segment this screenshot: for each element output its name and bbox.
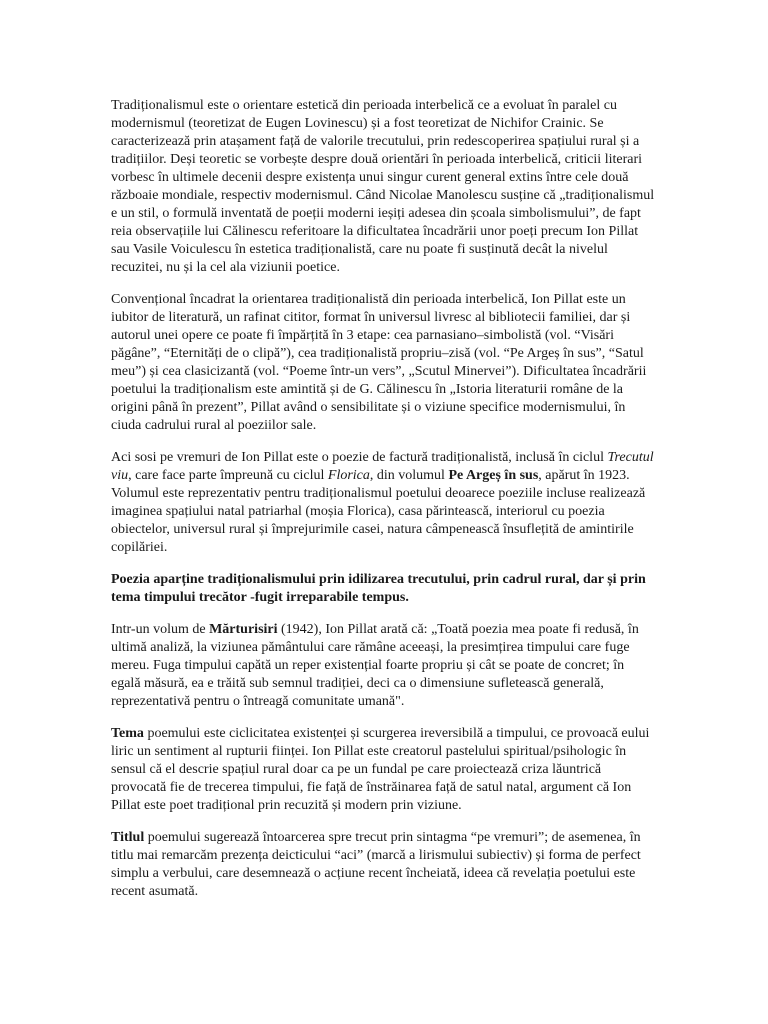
poem-context-text-d: , apărut în 1923. Volumul este reprezentativ pentru tradiționalismul poetului deoarece poeziile incluse realizează imaginea spațiului natal patriarhal (moșia Florica), casa părintească, interiorul cu poezia obiectelor, universul rural și împrejurimile casei, natura câmpenească însuflețită de amintirile copilăriei. — [111, 468, 646, 555]
paragraph-theme — [111, 725, 656, 815]
paragraph-intro — [111, 97, 656, 277]
theme-label: Tema — [111, 726, 144, 741]
paragraph-poem-context — [111, 449, 656, 557]
paragraph-confessions — [111, 621, 656, 711]
paragraph-title-analysis — [111, 829, 656, 901]
paragraph-pillat-stages — [111, 291, 656, 435]
confessions-text-a: Intr-un volum de — [111, 622, 206, 637]
paragraph-pillat-stages-text: Convențional încadrat la orientarea tradiționalistă din perioada interbelică, Ion Pillat este un iubitor de literatură, un rafinat cititor, format în universul livresc al bibliotecii familiei, dar și autorul unei opere ce poate fi împărțită în 3 etape: cea parnasiano–simbolistă (vol. “Visări păgâne”, “Eternități de o clipă”), cea tradiționalistă propriu–zisă (vol. “Pe Argeș în sus”, “Satul meu”) și cea clasicizantă (vol. “Poeme într-un vers”, „Scutul Minervei”). Dificultatea încadrării poetului la tradiționalism este amintită și de G. Călinescu în „Istoria literaturii române de la origini până în prezent”, Pillat având o sensibilitate și o viziune specifice modernismului, în ciuda cadrului rural al poeziilor sale. — [111, 292, 647, 433]
poem-context-text-c: , din volumul — [369, 468, 445, 483]
poem-context-text-a: Aci sosi pe vremuri de Ion Pillat este o poezie de factură tradiționalistă, inclusă în ciclul — [111, 450, 604, 465]
title-label: Titlul — [111, 830, 145, 845]
confessions-text-b: (1942), Ion Pillat arată că: „Toată poezia mea poate fi redusă, în ultimă analiză, la viziunea pământului care rămâne aceeași, la presimțirea timpului care fuge mereu. Fuga timpului capătă un reper existențial foarte propriu și cât se poate de concret; în egală măsură, ea e trăită sub semnul tradiției, deci ca o dimensiune sufletească generală, reprezentativă pentru o întreagă comunitate umană". — [111, 622, 639, 709]
document-page — [111, 97, 656, 914]
thesis-text: Poezia aparține tradiționalismului prin idilizarea trecutului, prin cadrul rural, dar și prin tema timpului trecător -fugit irreparabile tempus. — [111, 572, 646, 605]
poem-context-text-b: , care face parte împreună cu ciclul — [128, 468, 325, 483]
title-analysis-text: poemului sugerează întoarcerea spre trecut prin sintagma “pe vremuri”; de asemenea, în titlu mai remarcăm prezența deicticului “aci” (marcă a lirismului subiectiv) și forma de perfect simplu a verbului, care desemnează o acțiune recent încheiată, ideea că revelația poetului este recent asumată. — [111, 830, 641, 899]
book-title-marturisiri: Mărturisiri — [209, 622, 278, 637]
paragraph-intro-text: Tradiționalismul este o orientare estetică din perioada interbelică ce a evoluat în paralel cu modernismul (teoretizat de Eugen Lovinescu) și a fost teoretizat de Nichifor Crainic. Se caracterizează prin atașament față de valorile trecutului, prin redescoperirea spațiului rural și a tradițiilor. Deși teoretic se vorbește despre două orientări în perioada interbelică, criticii literari vorbesc în ultimele decenii despre existența unui singur curent general extins între cele două războaie mondiale, respectiv modernismul. Când Nicolae Manolescu susține că „tradiționalismul e un stil, o formulă inventată de poeții moderni ieșiți adesea din școala simbolismului”, de fapt reia observațiile lui Călinescu referitoare la dificultatea încadrării unor poeți precum Ion Pillat sau Vasile Voiculescu în estetica tradiționalistă, care nu poate fi susținută decât la nivelul recuzitei, nu și la cel ala viziunii poetice. — [111, 98, 655, 275]
theme-text: poemului este ciclicitatea existenței și scurgerea ireversibilă a timpului, ce provoacă eului liric un sentiment al rupturii ființei. Ion Pillat este creatorul pastelului spiritual/psihologic în sensul că el descrie spațiul rural doar ca pe un fundal pe care proiectează criza lăuntrică provocată fie de trecerea timpului, fie față de înstrăinarea față de satul natal, argument că Ion Pillat este poet tradițional prin recuzită și modern prin viziune. — [111, 726, 650, 813]
cycle-florica: Florica — [327, 468, 370, 483]
thesis-statement — [111, 571, 656, 607]
cycle-title: Trecutul viu — [111, 450, 654, 483]
volume-title: Pe Argeș în sus — [448, 468, 539, 483]
